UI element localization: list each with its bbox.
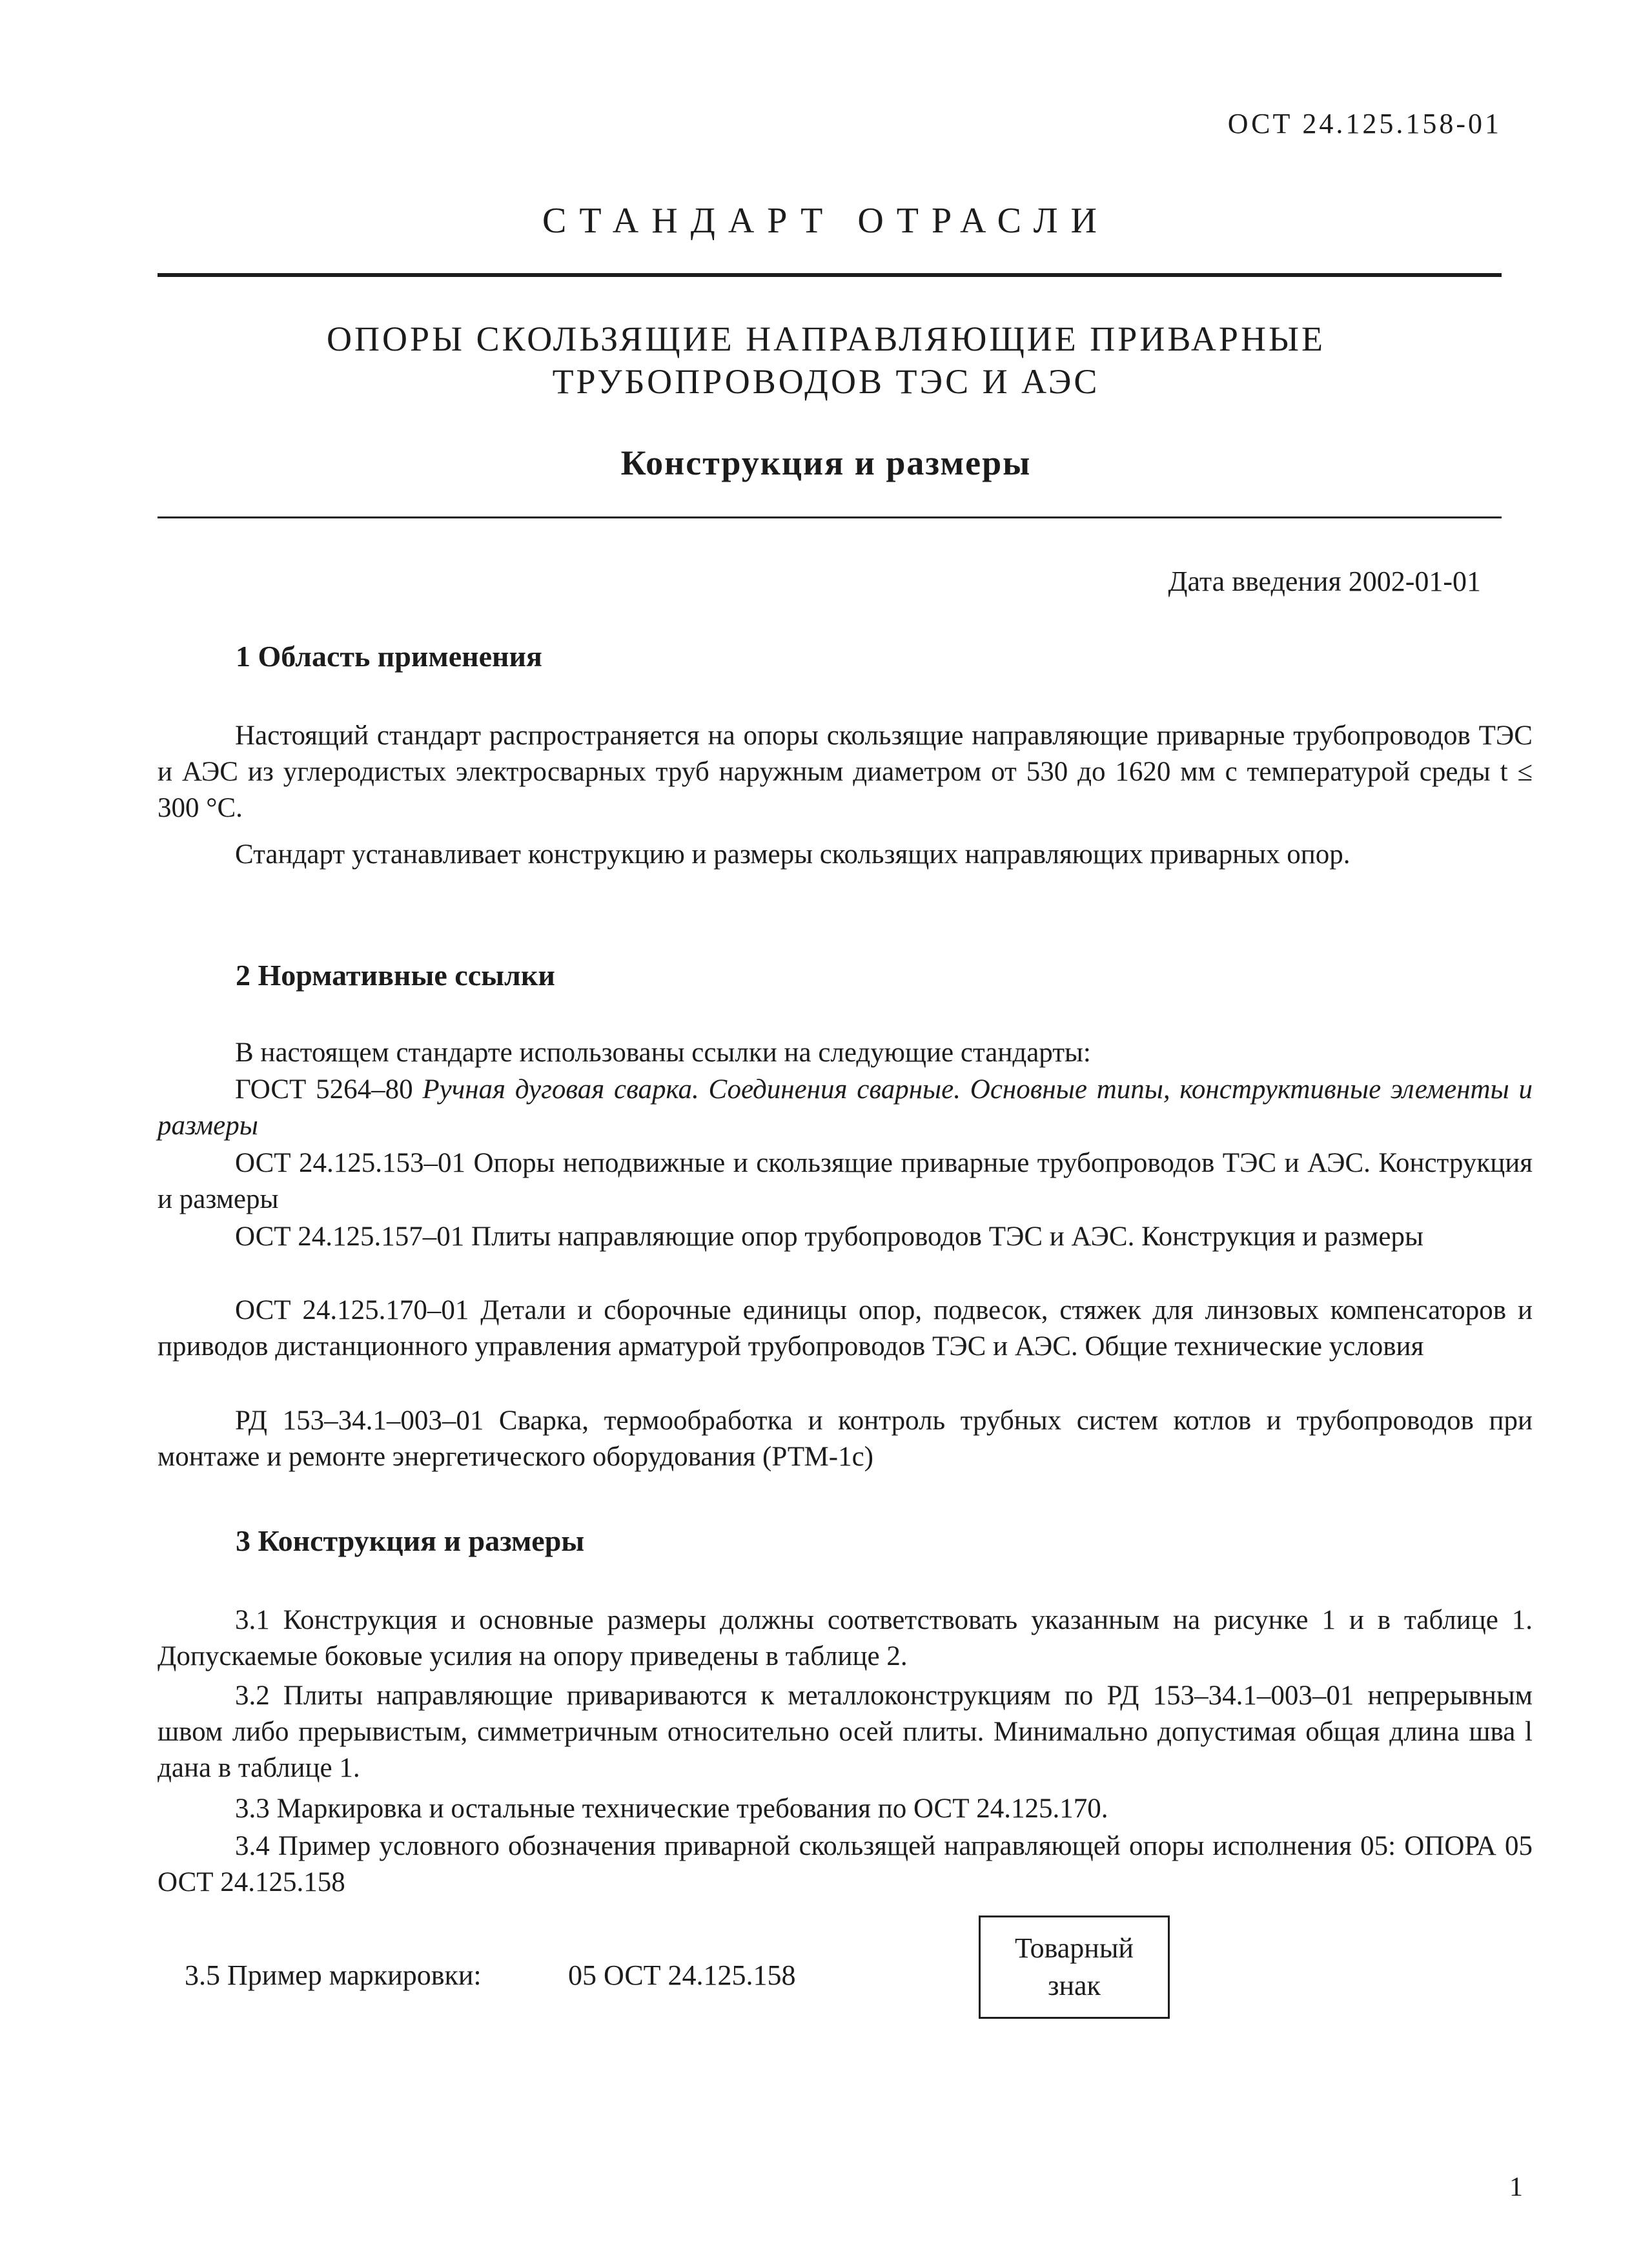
section-2-heading: 2 Нормативные ссылки [236,959,555,992]
clause-3-4: 3.4 Пример условного обозначения приварной скользящей направляющей опоры исполнения 05: ОПОРА 05 ОСТ 24.125.158 [158,1831,1533,1897]
section-3-heading: 3 Конструкция и размеры [236,1524,585,1557]
trademark-box [979,1916,1170,2019]
introduction-date: Дата введения 2002-01-01 [1168,566,1481,597]
reference-rd-153: РД 153–34.1–003–01 Сварка, термообработка и контроль трубных систем котлов и трубопроводов при монтаже и ремонте энергетического оборудования (РТМ-1с) [158,1405,1533,1472]
reference-gost-5264 [158,1072,1533,1144]
clause-3-2: 3.2 Плиты направляющие привариваются к металлоконструкциям по РД 153–34.1–003–01 непрерывным швом либо прерывистым, симметричным относительно осей плиты. Минимально допустимая общая длина шва l дана в таблице 1. [158,1681,1533,1783]
trademark-line-1: Товарный [1015,1932,1134,1964]
top-rule [158,273,1502,277]
section-2-intro: В настоящем стандарте использованы ссылки на следующие стандарты: [235,1037,1091,1068]
reference-ost-157: ОСТ 24.125.157–01 Плиты направляющие опор трубопроводов ТЭС и АЭС. Конструкция и размеры [235,1221,1423,1252]
reference-gost-5264-title: Ручная дуговая сварка. Соединения сварные. Основные типы, конструктивные элементы и размеры [158,1074,1533,1141]
page-number: 1 [1509,2172,1523,2202]
bottom-rule [158,516,1502,518]
clause-3-5-value: 05 ОСТ 24.125.158 [568,1959,796,1991]
title-line-1: ОПОРЫ СКОЛЬЗЯЩИЕ НАПРАВЛЯЮЩИЕ ПРИВАРНЫЕ [326,320,1326,358]
section-1-paragraph-1: Настоящий стандарт распространяется на опоры скользящие направляющие приварные трубопроводов ТЭС и АЭС из углеродистых электросварных труб наружным диаметром от 530 до 1620 мм с температурой среды t ≤ 300 °С. [158,720,1533,823]
clause-3-1: 3.1 Конструкция и основные размеры должны соответствовать указанным на рисунке 1 и в таблице 1. Допускаемые боковые усилия на опору приведены в таблице 2. [158,1605,1533,1671]
trademark-line-2: знак [1048,1970,1101,2001]
section-1-paragraph-2: Стандарт устанавливает конструкцию и размеры скользящих направляющих приварных опор. [235,839,1351,870]
clause-3-5-label: 3.5 Пример маркировки: [185,1959,482,1991]
title-line-2: ТРУБОПРОВОДОВ ТЭС И АЭС [552,362,1100,401]
document-subtitle: Конструкция и размеры [620,444,1032,482]
reference-ost-170: ОСТ 24.125.170–01 Детали и сборочные единицы опор, подвесок, стяжек для линзовых компенсаторов и приводов дистанционного управления арматурой трубопроводов ТЭС и АЭС. Общие технические условия [158,1295,1533,1362]
standard-banner: СТАНДАРТ ОТРАСЛИ [542,201,1110,241]
document-number: ОСТ 24.125.158-01 [1227,108,1502,139]
reference-ost-153: ОСТ 24.125.153–01 Опоры неподвижные и скользящие приварные трубопроводов ТЭС и АЭС. Конструкция и размеры [158,1148,1533,1214]
reference-gost-5264-code: ГОСТ 5264–80 [235,1074,413,1105]
section-1-heading: 1 Область применения [236,640,542,673]
clause-3-3: 3.3 Маркировка и остальные технические требования по ОСТ 24.125.170. [235,1793,1108,1824]
document-title [0,318,1652,403]
